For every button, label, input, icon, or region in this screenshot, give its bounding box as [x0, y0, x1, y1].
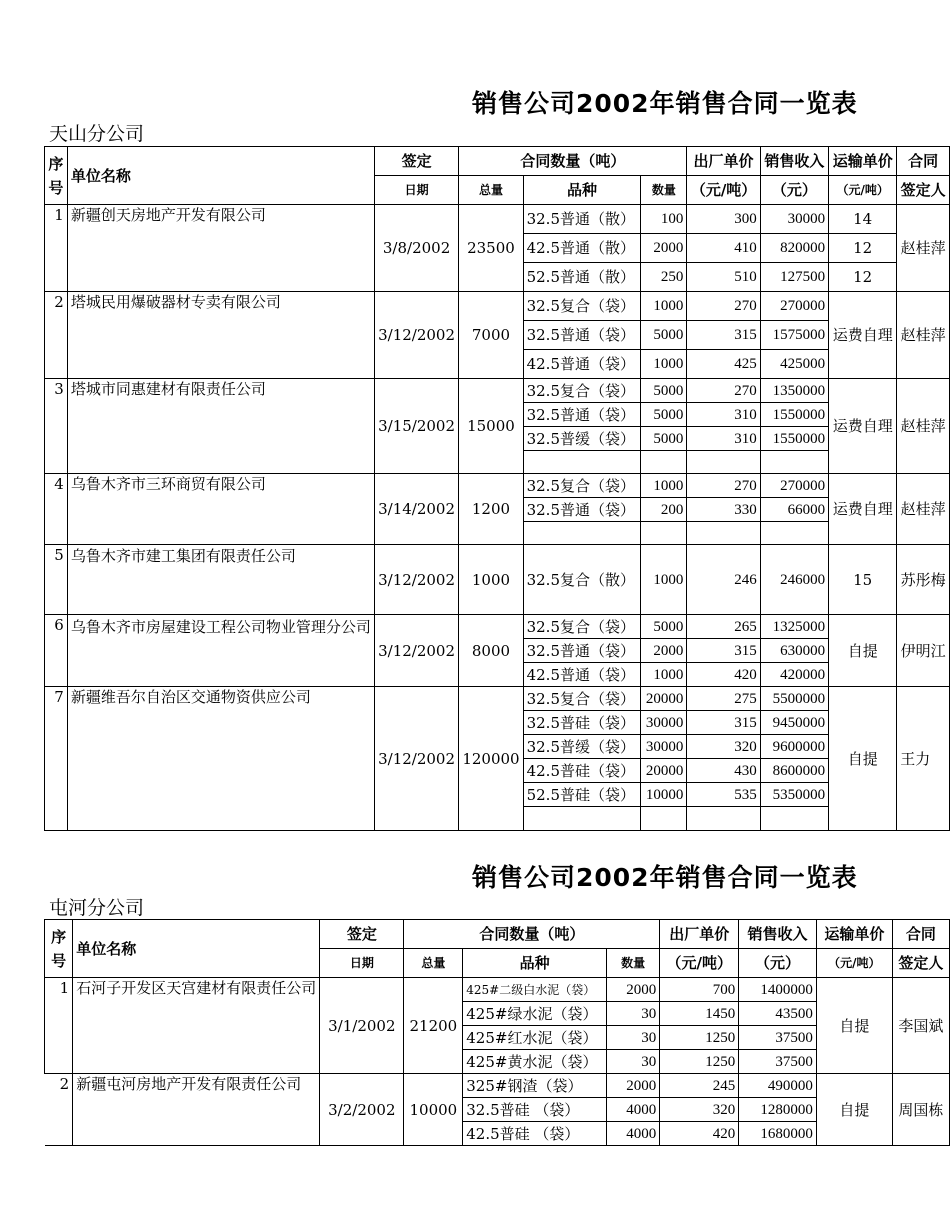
contract-total: 1200 — [459, 474, 523, 545]
contract-date: 3/15/2002 — [374, 379, 459, 474]
header-count: 数量 — [641, 176, 687, 205]
line-qty: 2000 — [641, 234, 687, 263]
spacer-cell — [523, 522, 641, 545]
spacer-cell — [760, 522, 828, 545]
line-price: 330 — [687, 498, 760, 522]
line-qty: 1000 — [641, 292, 687, 321]
line-price: 310 — [687, 427, 760, 451]
line-product: 32.5普硅 （袋） — [463, 1098, 607, 1122]
line-revenue: 490000 — [739, 1074, 817, 1098]
line-product: 32.5普通（袋） — [523, 321, 641, 350]
contract-freight: 15 — [829, 545, 897, 615]
contract-unit: 新疆屯河房地产开发有限责任公司 — [73, 1074, 320, 1146]
contract-no: 6 — [45, 615, 68, 687]
line-qty: 200 — [641, 498, 687, 522]
line-product: 32.5普缓（袋） — [523, 735, 641, 759]
contract-date: 3/1/2002 — [320, 978, 404, 1074]
line-revenue: 420000 — [760, 663, 828, 687]
spacer-cell — [641, 451, 687, 474]
contract-total: 10000 — [404, 1074, 463, 1146]
line-revenue: 820000 — [760, 234, 828, 263]
contract-date: 3/12/2002 — [374, 545, 459, 615]
contract-total: 21200 — [404, 978, 463, 1074]
line-revenue: 1350000 — [760, 379, 828, 403]
line-qty: 5000 — [641, 403, 687, 427]
section-1-branch: 天山分公司 — [49, 123, 145, 145]
line-price: 315 — [687, 711, 760, 735]
header-row-1 — [45, 920, 950, 949]
header-qty-group: 合同数量（吨） — [404, 920, 660, 949]
line-revenue: 37500 — [739, 1050, 817, 1074]
line-freight: 14 — [829, 205, 897, 234]
contract-date: 3/14/2002 — [374, 474, 459, 545]
line-product: 32.5复合（散） — [523, 545, 641, 615]
line-revenue: 37500 — [739, 1026, 817, 1050]
line-price: 1250 — [660, 1026, 739, 1050]
contract-no: 7 — [45, 687, 68, 831]
line-product: 425#红水泥（袋） — [463, 1026, 607, 1050]
header-sign: 签定 — [374, 147, 459, 176]
header-sign: 签定 — [320, 920, 404, 949]
contract-date: 3/12/2002 — [374, 687, 459, 831]
contract-date: 3/12/2002 — [374, 292, 459, 379]
contract-freight: 运费自理 — [829, 474, 897, 545]
section-1-title: 销售公司2002年销售合同一览表 — [472, 89, 858, 118]
line-price: 275 — [687, 687, 760, 711]
line-price: 430 — [687, 759, 760, 783]
contract-no: 2 — [45, 1074, 73, 1146]
line-qty: 250 — [641, 263, 687, 292]
line-product: 32.5复合（袋） — [523, 292, 641, 321]
line-qty: 30000 — [641, 711, 687, 735]
line-qty: 1000 — [641, 474, 687, 498]
contract-total: 120000 — [459, 687, 523, 831]
line-revenue: 270000 — [760, 474, 828, 498]
line-revenue: 1550000 — [760, 403, 828, 427]
line-revenue: 9600000 — [760, 735, 828, 759]
contract-no: 1 — [45, 205, 68, 292]
contract-freight: 运费自理 — [829, 292, 897, 379]
line-revenue: 5500000 — [760, 687, 828, 711]
header-seq: 序 号 — [45, 147, 68, 205]
section-2-table — [44, 919, 950, 1146]
spacer-cell — [641, 807, 687, 831]
line-qty: 20000 — [641, 687, 687, 711]
line-revenue: 1550000 — [760, 427, 828, 451]
line-product: 52.5普通（散） — [523, 263, 641, 292]
contract-total: 8000 — [459, 615, 523, 687]
spacer-cell — [687, 451, 760, 474]
contract-freight: 自提 — [829, 615, 897, 687]
contract-freight: 运费自理 — [829, 379, 897, 474]
contract-unit: 塔城民用爆破器材专卖有限公司 — [67, 292, 374, 379]
contract-no: 1 — [45, 978, 73, 1074]
line-qty: 30000 — [641, 735, 687, 759]
contract-freight: 自提 — [816, 978, 892, 1074]
contract-total: 7000 — [459, 292, 523, 379]
table-row — [45, 1074, 950, 1098]
table-row — [45, 687, 950, 711]
line-price: 1250 — [660, 1050, 739, 1074]
line-price: 246 — [687, 545, 760, 615]
header-price-unit: （元/吨） — [687, 176, 760, 205]
contract-no: 4 — [45, 474, 68, 545]
contract-unit: 新疆维吾尔自治区交通物资供应公司 — [67, 687, 374, 831]
line-product: 32.5普通（袋） — [523, 639, 641, 663]
header-revenue-unit: （元） — [760, 176, 828, 205]
spacer-cell — [687, 522, 760, 545]
line-product: 32.5普缓（袋） — [523, 427, 641, 451]
line-product: 42.5普通（散） — [523, 234, 641, 263]
header-signer: 合同 — [897, 147, 950, 176]
line-qty: 1000 — [641, 545, 687, 615]
line-qty: 30 — [606, 1026, 659, 1050]
table-row — [45, 379, 950, 403]
line-qty: 2000 — [641, 639, 687, 663]
header-signer: 合同 — [892, 920, 949, 949]
header-total: 总量 — [404, 949, 463, 978]
contract-unit: 乌鲁木齐市三环商贸有限公司 — [67, 474, 374, 545]
line-qty: 4000 — [606, 1098, 659, 1122]
contract-signer: 赵桂萍 — [897, 205, 950, 292]
header-count: 数量 — [606, 949, 659, 978]
line-qty: 20000 — [641, 759, 687, 783]
contract-unit: 塔城市同惠建材有限责任公司 — [67, 379, 374, 474]
line-qty: 30 — [606, 1002, 659, 1026]
line-price: 300 — [687, 205, 760, 234]
header-qty-group: 合同数量（吨） — [459, 147, 687, 176]
contract-no: 2 — [45, 292, 68, 379]
contract-signer: 赵桂萍 — [897, 292, 950, 379]
line-revenue: 30000 — [760, 205, 828, 234]
line-revenue: 425000 — [760, 350, 828, 379]
line-freight: 12 — [829, 234, 897, 263]
header-date: 日期 — [374, 176, 459, 205]
line-qty: 5000 — [641, 321, 687, 350]
line-qty: 2000 — [606, 978, 659, 1002]
contract-signer: 赵桂萍 — [897, 379, 950, 474]
contract-signer: 赵桂萍 — [897, 474, 950, 545]
spacer-cell — [523, 451, 641, 474]
line-product: 32.5复合（袋） — [523, 474, 641, 498]
line-qty: 10000 — [641, 783, 687, 807]
line-price: 310 — [687, 403, 760, 427]
contract-no: 3 — [45, 379, 68, 474]
header-row-1 — [45, 147, 950, 176]
contract-unit: 乌鲁木齐市建工集团有限责任公司 — [67, 545, 374, 615]
line-revenue: 270000 — [760, 292, 828, 321]
section-2-title: 销售公司2002年销售合同一览表 — [472, 863, 858, 892]
line-price: 320 — [660, 1098, 739, 1122]
line-qty: 2000 — [606, 1074, 659, 1098]
contract-no: 5 — [45, 545, 68, 615]
table-row — [45, 474, 950, 498]
table-row — [45, 978, 950, 1002]
line-product: 425#二级白水泥（袋） — [463, 978, 607, 1002]
contract-total: 23500 — [459, 205, 523, 292]
line-price: 265 — [687, 615, 760, 639]
header-date: 日期 — [320, 949, 404, 978]
line-price: 270 — [687, 474, 760, 498]
header-price: 出厂单价 — [660, 920, 739, 949]
line-product: 425#绿水泥（袋） — [463, 1002, 607, 1026]
line-price: 510 — [687, 263, 760, 292]
line-freight: 12 — [829, 263, 897, 292]
header-product: 品种 — [463, 949, 607, 978]
line-product: 425#黄水泥（袋） — [463, 1050, 607, 1074]
line-revenue: 66000 — [760, 498, 828, 522]
line-revenue: 246000 — [760, 545, 828, 615]
line-product: 32.5普硅（袋） — [523, 711, 641, 735]
line-product: 42.5普通（袋） — [523, 350, 641, 379]
spacer-cell — [687, 807, 760, 831]
header-signer-b: 签定人 — [897, 176, 950, 205]
header-seq: 序 号 — [45, 920, 73, 978]
contract-unit: 乌鲁木齐市房屋建设工程公司物业管理分公司 — [67, 615, 374, 687]
spacer-cell — [760, 451, 828, 474]
table-row — [45, 545, 950, 615]
header-product: 品种 — [523, 176, 641, 205]
line-revenue: 43500 — [739, 1002, 817, 1026]
line-price: 420 — [687, 663, 760, 687]
line-price: 420 — [660, 1122, 739, 1146]
header-total: 总量 — [459, 176, 523, 205]
line-revenue: 127500 — [760, 263, 828, 292]
header-freight-unit: （元/吨） — [816, 949, 892, 978]
line-price: 315 — [687, 639, 760, 663]
contract-total: 1000 — [459, 545, 523, 615]
contract-date: 3/12/2002 — [374, 615, 459, 687]
line-product: 325#钢渣（袋） — [463, 1074, 607, 1098]
line-product: 32.5复合（袋） — [523, 379, 641, 403]
line-qty: 5000 — [641, 427, 687, 451]
header-freight-unit: （元/吨） — [829, 176, 897, 205]
table-row — [45, 205, 950, 234]
section-2-branch: 屯河分公司 — [49, 897, 145, 919]
line-price: 245 — [660, 1074, 739, 1098]
contract-freight: 自提 — [829, 687, 897, 831]
line-price: 535 — [687, 783, 760, 807]
line-price: 270 — [687, 379, 760, 403]
contract-signer: 伊明江 — [897, 615, 950, 687]
line-qty: 1000 — [641, 350, 687, 379]
contract-date: 3/2/2002 — [320, 1074, 404, 1146]
line-product: 32.5复合（袋） — [523, 615, 641, 639]
line-price: 315 — [687, 321, 760, 350]
line-product: 32.5复合（袋） — [523, 687, 641, 711]
line-qty: 4000 — [606, 1122, 659, 1146]
line-revenue: 1680000 — [739, 1122, 817, 1146]
line-revenue: 8600000 — [760, 759, 828, 783]
line-revenue: 5350000 — [760, 783, 828, 807]
contract-total: 15000 — [459, 379, 523, 474]
line-qty: 1000 — [641, 663, 687, 687]
line-revenue: 630000 — [760, 639, 828, 663]
header-freight: 运输单价 — [829, 147, 897, 176]
contract-unit: 石河子开发区天宫建材有限责任公司 — [73, 978, 320, 1074]
header-freight: 运输单价 — [816, 920, 892, 949]
line-revenue: 1400000 — [739, 978, 817, 1002]
header-revenue-unit: （元） — [739, 949, 817, 978]
header-price-unit: （元/吨） — [660, 949, 739, 978]
contract-freight: 自提 — [816, 1074, 892, 1146]
line-price: 320 — [687, 735, 760, 759]
line-product: 42.5普硅 （袋） — [463, 1122, 607, 1146]
table-row — [45, 615, 950, 639]
spacer-cell — [760, 807, 828, 831]
contract-signer: 周国栋 — [892, 1074, 949, 1146]
contract-date: 3/8/2002 — [374, 205, 459, 292]
section-1-table — [44, 146, 950, 831]
line-product: 42.5普硅（袋） — [523, 759, 641, 783]
line-product: 32.5普通（散） — [523, 205, 641, 234]
header-price: 出厂单价 — [687, 147, 760, 176]
spacer-cell — [523, 807, 641, 831]
header-revenue: 销售收入 — [760, 147, 828, 176]
table-row — [45, 292, 950, 321]
line-product: 52.5普硅（袋） — [523, 783, 641, 807]
header-unit: 单位名称 — [73, 920, 320, 978]
header-signer-b: 签定人 — [892, 949, 949, 978]
header-revenue: 销售收入 — [739, 920, 817, 949]
line-revenue: 1325000 — [760, 615, 828, 639]
line-revenue: 1575000 — [760, 321, 828, 350]
line-price: 1450 — [660, 1002, 739, 1026]
header-unit: 单位名称 — [67, 147, 374, 205]
contract-unit: 新疆创天房地产开发有限公司 — [67, 205, 374, 292]
line-product: 32.5普通（袋） — [523, 403, 641, 427]
line-price: 410 — [687, 234, 760, 263]
line-qty: 5000 — [641, 379, 687, 403]
line-product: 32.5普通（袋） — [523, 498, 641, 522]
line-qty: 30 — [606, 1050, 659, 1074]
line-product: 42.5普通（袋） — [523, 663, 641, 687]
line-revenue: 1280000 — [739, 1098, 817, 1122]
contract-signer: 苏彤梅 — [897, 545, 950, 615]
spacer-cell — [641, 522, 687, 545]
line-qty: 5000 — [641, 615, 687, 639]
contract-signer: 王力 — [897, 687, 950, 831]
line-price: 700 — [660, 978, 739, 1002]
line-price: 270 — [687, 292, 760, 321]
line-qty: 100 — [641, 205, 687, 234]
line-revenue: 9450000 — [760, 711, 828, 735]
contract-signer: 李国斌 — [892, 978, 949, 1074]
line-price: 425 — [687, 350, 760, 379]
